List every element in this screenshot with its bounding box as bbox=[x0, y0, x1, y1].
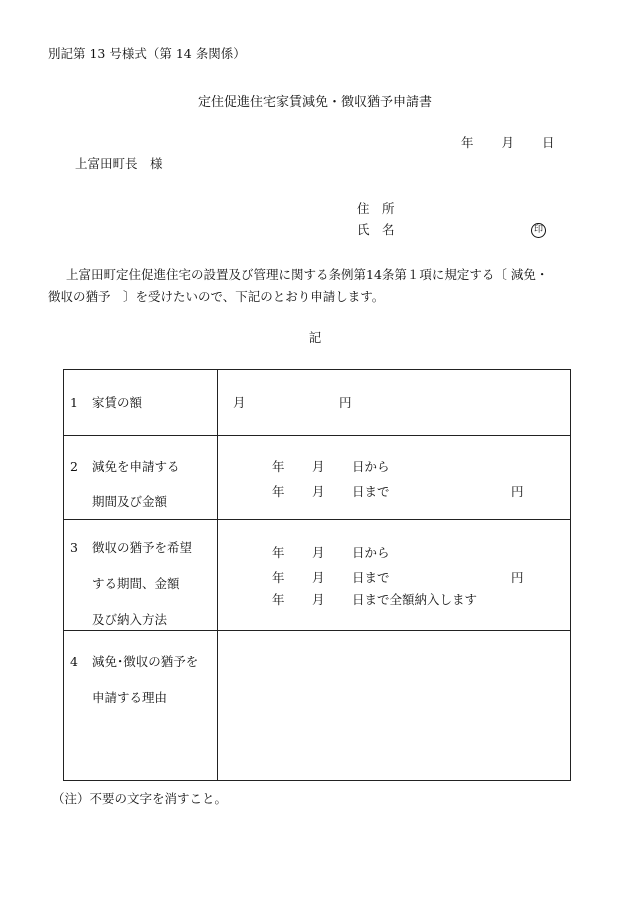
reduction-from-month: 月 bbox=[312, 459, 325, 474]
table-row-divider bbox=[64, 519, 570, 520]
deferral-to-day: 日まで bbox=[352, 570, 390, 585]
rent-amount-label: 家賃の額 bbox=[92, 395, 143, 410]
deferral-yen-unit: 円 bbox=[511, 570, 524, 585]
deferral-label-line-2: する期間、金額 bbox=[92, 576, 180, 591]
rent-yen-unit: 円 bbox=[339, 395, 352, 410]
reduction-from-year: 年 bbox=[272, 459, 285, 474]
row-3-number: 3 bbox=[70, 540, 78, 555]
deferral-label-line-3: 及び納入方法 bbox=[92, 612, 168, 627]
date-year-label: 年 bbox=[461, 135, 474, 150]
reduction-to-year: 年 bbox=[272, 484, 285, 499]
deferral-pay-year: 年 bbox=[272, 592, 285, 607]
table-row-divider bbox=[64, 630, 570, 631]
applicant-address-label: 住 所 bbox=[357, 201, 395, 216]
request-text-line-1: 上富田町定住促進住宅の設置及び管理に関する条例第14条第１項に規定する〔 減免・ bbox=[66, 267, 549, 282]
row-1-number: 1 bbox=[70, 395, 78, 410]
reduction-from-day: 日から bbox=[352, 459, 390, 474]
addressee: 上富田町長 様 bbox=[75, 156, 163, 171]
seal-icon: 印 bbox=[531, 223, 546, 238]
deferral-pay-day: 日まで全額納入します bbox=[352, 592, 478, 607]
reason-label-line-1: 減免･徴収の猶予を bbox=[92, 654, 199, 669]
reduction-to-day: 日まで bbox=[352, 484, 390, 499]
footnote: （注）不要の文字を消すこと。 bbox=[52, 791, 228, 806]
application-date bbox=[461, 137, 555, 150]
row-4-number: 4 bbox=[70, 654, 78, 669]
reduction-label-line-1: 減免を申請する bbox=[92, 459, 180, 474]
application-table bbox=[63, 369, 571, 781]
row-2-number: 2 bbox=[70, 459, 78, 474]
reduction-label-line-2: 期間及び金額 bbox=[92, 494, 168, 509]
form-number-label: 別記第 13 号様式（第 14 条関係） bbox=[48, 46, 246, 61]
date-month-label: 月 bbox=[501, 135, 515, 150]
deferral-label-line-1: 徴収の猶予を希望 bbox=[92, 540, 193, 555]
request-text-line-2: 徴収の猶予 〕を受けたいので、下記のとおり申請します。 bbox=[48, 289, 385, 304]
table-column-divider bbox=[217, 370, 218, 780]
reason-label-line-2: 申請する理由 bbox=[92, 690, 168, 705]
table-row-divider bbox=[64, 435, 570, 436]
deferral-from-year: 年 bbox=[272, 545, 285, 560]
deferral-pay-month: 月 bbox=[312, 592, 325, 607]
deferral-to-month: 月 bbox=[312, 570, 325, 585]
rent-month-unit: 月 bbox=[233, 395, 246, 410]
date-day-label: 日 bbox=[542, 135, 555, 150]
deferral-to-year: 年 bbox=[272, 570, 285, 585]
deferral-from-day: 日から bbox=[352, 545, 390, 560]
ki-heading: 記 bbox=[308, 330, 322, 345]
applicant-name-label: 氏 名 bbox=[357, 222, 395, 237]
deferral-from-month: 月 bbox=[312, 545, 325, 560]
reduction-yen-unit: 円 bbox=[511, 484, 524, 499]
reduction-to-month: 月 bbox=[312, 484, 325, 499]
document-title: 定住促進住宅家賃減免・徴収猶予申請書 bbox=[197, 95, 432, 110]
